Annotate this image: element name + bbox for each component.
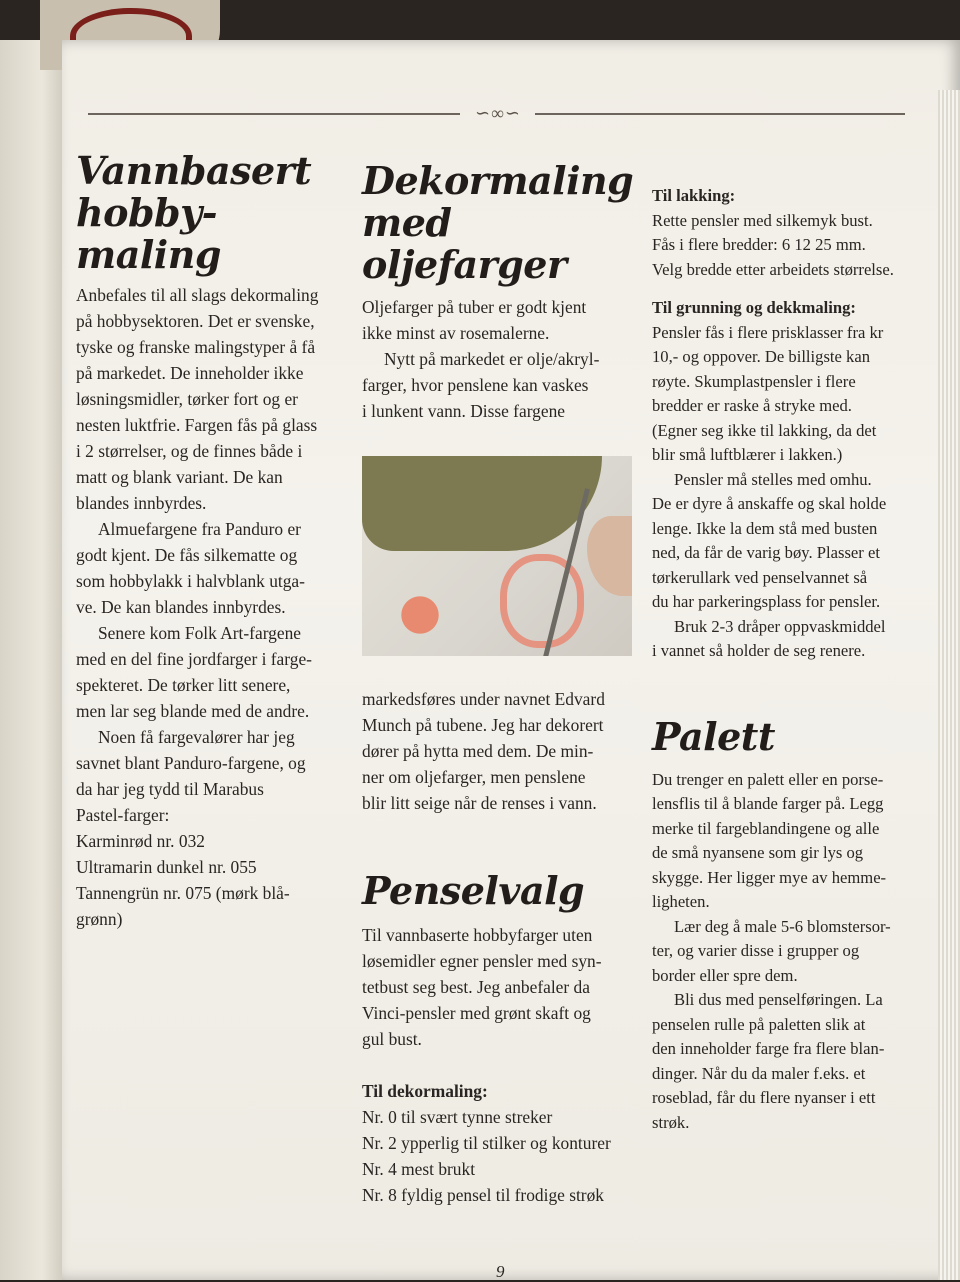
paragraph (76, 516, 344, 620)
text-line: du har parkeringsplass for pensler. (652, 592, 881, 611)
paragraph (652, 768, 920, 915)
text-line: Bli dus med penselføringen. La (674, 990, 883, 1009)
header-ornament: ∽∞∽ (475, 103, 521, 123)
text-line: på markedet. De inneholder ikke (76, 363, 304, 383)
text-line: med en del fine jordfarger i farge- (76, 649, 312, 669)
text-line: De er dyre å anskaffe og skal holde (652, 494, 887, 513)
heading-line: hobby- (76, 190, 217, 235)
text-line: gul bust. (362, 1029, 422, 1049)
text-line: dinger. Når du da maler f.eks. et (652, 1063, 866, 1083)
paragraph (652, 915, 920, 989)
text-line: lenge. Ikke la dem stå med busten (652, 518, 878, 538)
header-rule-left (88, 113, 460, 115)
text-line: bredder er raske å stryke med. (652, 396, 852, 415)
column-2 (362, 160, 642, 424)
text-line: strøk. (652, 1112, 690, 1132)
text-line: Lær deg å male 5-6 blomstersor- (674, 916, 891, 936)
text-line: merke til fargeblandingene og alle (652, 818, 880, 838)
paragraph (652, 988, 920, 1135)
text-line: tørkerullark ved penselvannet så (652, 567, 868, 587)
text-line: Anbefales til all slags dekormaling (76, 285, 319, 305)
text-line: Tannengrün nr. 075 (mørk blå- (76, 883, 290, 903)
text-line: den inneholder farge fra flere blan- (652, 1039, 885, 1058)
text-line: de små nyansene som gir lys og (652, 843, 864, 862)
list-item: Nr. 8 fyldig pensel til frodige strøk (362, 1185, 604, 1205)
heading-line: maling (76, 232, 221, 277)
text-line: i vannet så holder de seg renere. (652, 641, 866, 660)
text-line: Nytt på markedet er olje/akryl- (384, 349, 600, 369)
paragraph (362, 922, 647, 1052)
text-line: Vinci-pensler med grønt skaft og (362, 1003, 591, 1023)
paragraph (362, 686, 647, 816)
text-line: Til vannbaserte hobbyfarger uten (362, 925, 593, 945)
heading-dekormaling (362, 160, 642, 286)
text-line: 10,- og oppover. De billigste kan (652, 347, 870, 366)
rosemaling-photo (362, 456, 632, 656)
text-line: Fås i flere bredder: 6 12 25 mm. (652, 235, 866, 254)
text-line: nesten luktfrie. Fargen fås på glass (76, 415, 318, 435)
page-number: 9 (496, 1262, 505, 1281)
painted-panel (362, 456, 602, 551)
hand (587, 516, 632, 596)
subheading-dekormaling: Til dekormaling: (362, 1081, 488, 1101)
text-line: på hobbysektoren. Det er svenske, (76, 311, 315, 331)
page-stack-edge (938, 90, 960, 1280)
text-line: ter, og varier disse i grupper og (652, 941, 860, 960)
text-line: roseblad, får du flere nyanser i ett (652, 1088, 876, 1107)
heading-vannbasert (76, 150, 344, 276)
text-line: savnet blant Panduro-fargene, og (76, 753, 306, 773)
paragraph (652, 209, 920, 283)
text-line: Noen få fargevalører har jeg (98, 727, 295, 747)
text-line: men lar seg blande med de andre. (76, 701, 310, 721)
subheading-lakking: Til lakking: (652, 186, 736, 205)
text-line: dører på hytta med dem. De min- (362, 741, 594, 761)
text-line: markedsføres under navnet Edvard (362, 689, 605, 709)
text-line: i lunkent vann. Disse fargene (362, 401, 565, 421)
text-line: Bruk 2-3 dråper oppvaskmiddel (674, 616, 886, 636)
paragraph (652, 615, 920, 664)
text-line: matt og blank variant. De kan (76, 467, 283, 487)
text-line: Almuefargene fra Panduro er (98, 519, 301, 539)
text-line: løsningsmidler, tørker fort og er (76, 389, 298, 409)
text-line: løsemidler egner pensler med syn- (362, 951, 602, 971)
paragraph (652, 321, 920, 468)
text-line: skygge. Her ligger mye av hemme- (652, 867, 887, 887)
header-rule-right (535, 113, 905, 115)
heading-line: med (362, 200, 452, 245)
column-2-continued (362, 686, 647, 1208)
text-line: Rette pensler med silkemyk bust. (652, 210, 873, 230)
text-line: (Egner seg ikke til lakking, da det (652, 420, 877, 440)
list-item: Nr. 4 mest brukt (362, 1159, 476, 1179)
heading-penselvalg: Penselvalg (362, 868, 585, 913)
text-line: tyske og franske malingstyper å få (76, 337, 316, 357)
text-line: Senere kom Folk Art-fargene (98, 623, 301, 643)
text-line: da har jeg tydd til Marabus (76, 779, 264, 799)
paragraph (362, 346, 642, 424)
left-page-edge (0, 40, 70, 1280)
text-line: blandes innbyrdes. (76, 493, 207, 513)
painted-bow (500, 554, 584, 648)
paragraph (362, 294, 642, 346)
text-line: spekteret. De tørker litt senere, (76, 675, 291, 695)
text-line: Karminrød nr. 032 (76, 831, 205, 851)
text-line: Ultramarin dunkel nr. 055 (76, 857, 257, 877)
painted-flower (390, 580, 450, 650)
text-line: i 2 størrelser, og de finnes både i (76, 441, 303, 461)
paragraph (76, 724, 344, 932)
text-line: Du trenger en palett eller en porse- (652, 769, 884, 789)
text-line: Pastel-farger: (76, 805, 170, 825)
heading-palett: Palett (652, 713, 775, 759)
text-line: som hobbylakk i halvblank utga- (76, 571, 305, 591)
paragraph (76, 620, 344, 724)
brush-list (362, 1104, 647, 1208)
text-line: ikke minst av rosemalerne. (362, 323, 550, 343)
text-line: farger, hvor penslene kan vaskes (362, 375, 589, 395)
heading-line: Dekormaling (362, 158, 634, 203)
heading-line: oljefarger (362, 242, 567, 287)
text-line: ned, da får de varig bøy. Plasser et (652, 543, 880, 562)
text-line: border eller spre dem. (652, 965, 798, 985)
text-line: Pensler må stelles med omhu. (674, 469, 872, 489)
text-line: røyte. Skumplastpensler i flere (652, 371, 856, 391)
list-item: Nr. 2 ypperlig til stilker og konturer (362, 1133, 611, 1153)
text-line: ligheten. (652, 892, 710, 911)
text-line: penselen rulle på paletten slik at (652, 1014, 866, 1034)
text-line: blir små luftblærer i lakken.) (652, 445, 843, 464)
heading-line: Vannbasert (76, 148, 312, 193)
text-line: grønn) (76, 909, 123, 929)
list-item: Nr. 0 til svært tynne streker (362, 1107, 553, 1127)
paragraph (652, 468, 920, 615)
text-line: tetbust seg best. Jeg anbefaler da (362, 977, 590, 997)
text-line: Velg bredde etter arbeidets størrelse. (652, 259, 894, 279)
text-line: lensflis til å blande farger på. Legg (652, 794, 884, 813)
text-line: Munch på tubene. Jeg har dekorert (362, 715, 604, 735)
text-line: Pensler fås i flere prisklasser fra kr (652, 322, 884, 342)
text-line: blir litt seige når de renses i vann. (362, 793, 597, 813)
text-line: godt kjent. De fås silkematte og (76, 545, 298, 565)
text-line: ve. De kan blandes innbyrdes. (76, 597, 286, 617)
column-3 (652, 180, 920, 1135)
text-line: Oljefarger på tuber er godt kjent (362, 297, 587, 317)
text-line: ner om oljefarger, men penslene (362, 767, 586, 787)
paragraph (76, 282, 344, 516)
column-1 (76, 150, 344, 932)
subheading-grunning: Til grunning og dekkmaling: (652, 298, 856, 317)
